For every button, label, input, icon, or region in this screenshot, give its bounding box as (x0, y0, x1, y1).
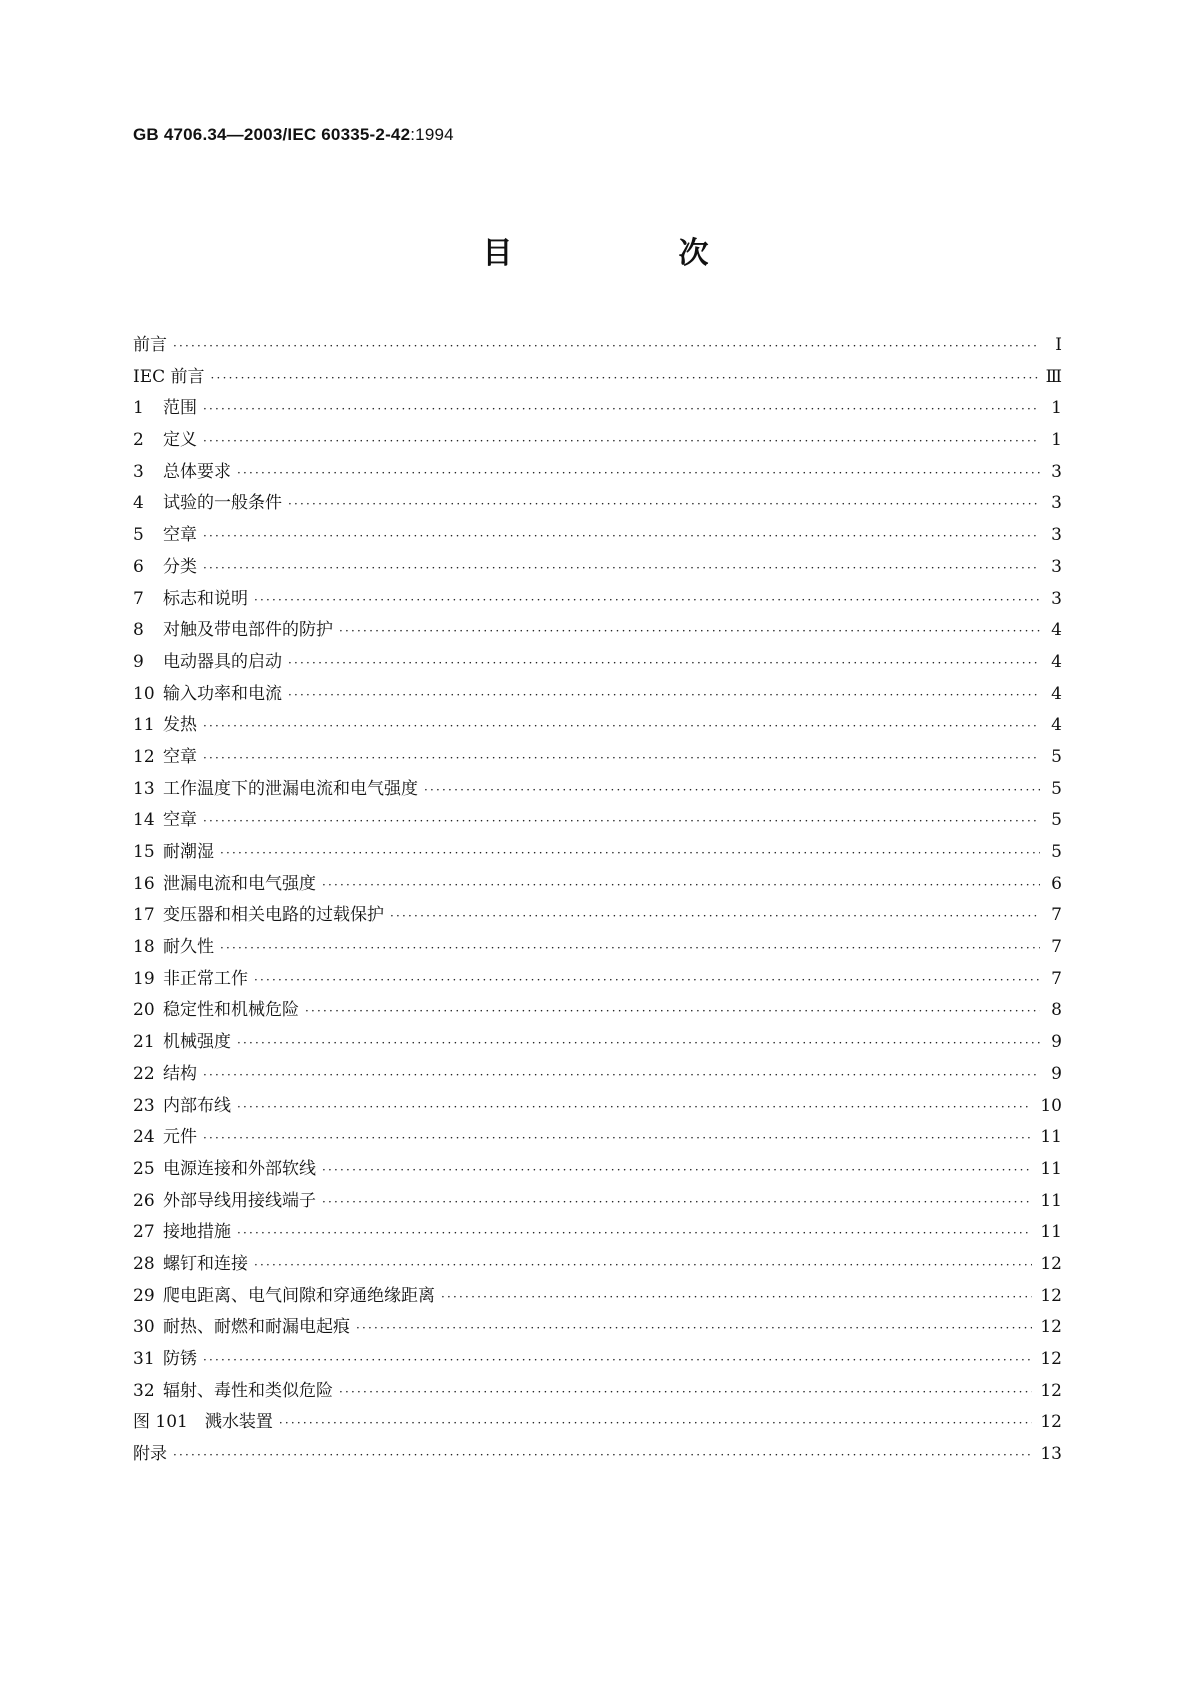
toc-entry[interactable] (133, 1059, 1062, 1091)
toc-entry[interactable] (133, 1217, 1062, 1249)
dot-leader (288, 688, 1040, 702)
toc-entry-page: 11 (1040, 1222, 1062, 1243)
dot-leader (288, 656, 1040, 670)
toc-entry[interactable] (133, 837, 1062, 869)
toc-entry-number: 4 (133, 493, 144, 514)
toc-entry-label: 空章 (163, 525, 197, 546)
toc-entry-label: 螺钉和连接 (163, 1253, 248, 1274)
toc-entry[interactable] (133, 488, 1062, 520)
toc-entry[interactable] (133, 1344, 1062, 1376)
toc-entry-number: 22 (133, 1063, 155, 1084)
toc-entry-page: 12 (1040, 1349, 1062, 1369)
toc-entry-label: 耐久性 (163, 937, 214, 958)
toc-entry-label: 耐热、耐燃和耐漏电起痕 (163, 1317, 350, 1338)
toc-entry-number: 11 (133, 715, 155, 736)
toc-entry-number: 13 (133, 778, 155, 799)
toc-entry[interactable] (133, 330, 1062, 362)
toc-entry-page: Ⅰ (1055, 335, 1062, 355)
standard-year: :1994 (410, 125, 454, 144)
dot-leader (322, 1195, 1032, 1209)
toc-entry[interactable] (133, 362, 1062, 394)
toc-entry[interactable] (133, 1439, 1062, 1471)
toc-entry[interactable] (133, 964, 1062, 996)
toc-entry-label: 标志和说明 (163, 588, 248, 609)
toc-entry-page: 12 (1040, 1380, 1062, 1401)
toc-entry[interactable] (133, 584, 1062, 616)
dot-leader (203, 529, 1040, 543)
toc-entry-page: 9 (1051, 1032, 1062, 1053)
toc-entry-label: 定义 (163, 430, 197, 451)
toc-entry-number: 30 (133, 1317, 155, 1338)
toc-entry-number: 31 (133, 1349, 155, 1369)
dot-leader (254, 973, 1040, 987)
toc-entry[interactable] (133, 1281, 1062, 1313)
toc-entry-label: 空章 (163, 746, 197, 767)
toc-entry-number: 1 (133, 398, 144, 419)
toc-entry[interactable] (133, 615, 1062, 647)
toc-entry-page: 5 (1051, 842, 1062, 862)
toc-entry-page: 5 (1051, 778, 1062, 799)
toc-entry[interactable] (133, 647, 1062, 679)
toc-entry-page: 1 (1051, 430, 1062, 451)
toc-entry-page: 7 (1051, 968, 1062, 989)
dot-leader (203, 719, 1040, 733)
toc-entry-label: 结构 (163, 1063, 197, 1084)
toc-entry-number: 32 (133, 1380, 155, 1401)
toc-entry-page: 9 (1051, 1063, 1062, 1084)
toc-entry[interactable] (133, 805, 1062, 837)
toc-entry[interactable] (133, 425, 1062, 457)
dot-leader (305, 1004, 1040, 1018)
toc-entry-number: 23 (133, 1095, 155, 1116)
toc-entry-label: 发热 (163, 715, 197, 736)
toc-entry-number: 21 (133, 1032, 155, 1053)
toc-entry[interactable] (133, 932, 1062, 964)
toc-entry-label: 范围 (163, 398, 197, 419)
toc-entry-number: 3 (133, 461, 144, 482)
toc-entry[interactable] (133, 1312, 1062, 1344)
toc-entry-label: 电动器具的启动 (163, 651, 282, 672)
toc-entry-label: 变压器和相关电路的过载保护 (163, 905, 384, 926)
toc-entry[interactable] (133, 1154, 1062, 1186)
toc-entry-number: 28 (133, 1253, 155, 1274)
toc-entry-page: 3 (1051, 588, 1062, 609)
dot-leader (211, 371, 1038, 385)
toc-entry-number: 15 (133, 842, 155, 862)
toc-entry-page: 5 (1051, 746, 1062, 767)
toc-entry-label: 工作温度下的泄漏电流和电气强度 (163, 778, 418, 799)
toc-entry[interactable] (133, 1091, 1062, 1123)
toc-entry-page: 3 (1051, 525, 1062, 546)
toc-entry[interactable] (133, 1122, 1062, 1154)
toc-entry-label: 防锈 (163, 1349, 197, 1369)
dot-leader (288, 497, 1040, 511)
toc-entry-label: 辐射、毒性和类似危险 (163, 1380, 333, 1401)
toc-entry-label: 分类 (163, 556, 197, 577)
toc-entry-page: 12 (1040, 1317, 1062, 1338)
toc-entry-page: 3 (1051, 493, 1062, 514)
dot-leader (203, 814, 1040, 828)
toc-entry-page: 8 (1051, 1000, 1062, 1021)
toc-entry-page: 4 (1051, 683, 1062, 704)
toc-entry[interactable] (133, 1376, 1062, 1408)
dot-leader (203, 402, 1040, 416)
toc-entry-label: 总体要求 (163, 461, 231, 482)
toc-entry-label: 内部布线 (163, 1095, 231, 1116)
toc-entry-page: 11 (1040, 1190, 1062, 1211)
toc-entry-number: 9 (133, 651, 144, 672)
dot-leader (390, 909, 1040, 923)
toc-entry[interactable] (133, 1249, 1062, 1281)
toc-entry-page: 10 (1040, 1095, 1062, 1116)
dot-leader (173, 1448, 1032, 1462)
dot-leader (254, 593, 1040, 607)
toc-entry-number: 6 (133, 556, 144, 577)
dot-leader (237, 1226, 1032, 1240)
dot-leader (203, 1068, 1040, 1082)
toc-entry-label: IEC 前言 (133, 366, 205, 387)
toc-entry[interactable] (133, 552, 1062, 584)
toc-entry-label: 输入功率和电流 (163, 683, 282, 704)
toc-entry-label: 元件 (163, 1127, 197, 1148)
toc-entry-page: 12 (1040, 1412, 1062, 1433)
toc-entry[interactable] (133, 742, 1062, 774)
table-of-contents (133, 330, 1062, 1471)
toc-entry-number: 29 (133, 1285, 155, 1306)
toc-entry-label: 非正常工作 (163, 968, 248, 989)
toc-entry-label: 泄漏电流和电气强度 (163, 873, 316, 894)
toc-entry-page: 12 (1040, 1285, 1062, 1306)
toc-entry-number: 19 (133, 968, 155, 989)
toc-entry-page: 6 (1051, 873, 1062, 894)
dot-leader (237, 1036, 1040, 1050)
toc-entry-page: 12 (1040, 1253, 1062, 1274)
dot-leader (173, 339, 1040, 353)
toc-entry-number: 16 (133, 873, 155, 894)
toc-entry-label: 前言 (133, 335, 167, 355)
toc-entry-label: 附录 (133, 1444, 167, 1465)
toc-entry[interactable] (133, 1407, 1062, 1439)
dot-leader (203, 434, 1040, 448)
dot-leader (237, 466, 1040, 480)
dot-leader (279, 1416, 1033, 1430)
toc-entry-label: 图 101 溅水装置 (133, 1412, 273, 1433)
toc-entry-page: 7 (1051, 937, 1062, 958)
toc-entry[interactable] (133, 774, 1062, 806)
toc-entry[interactable] (133, 869, 1062, 901)
toc-entry-label: 稳定性和机械危险 (163, 1000, 299, 1021)
toc-entry[interactable] (133, 1027, 1062, 1059)
toc-entry-label: 对触及带电部件的防护 (163, 620, 333, 641)
toc-entry-number: 10 (133, 683, 155, 704)
toc-entry-number: 18 (133, 937, 155, 958)
toc-entry-number: 20 (133, 1000, 155, 1021)
toc-entry-label: 爬电距离、电气间隙和穿通绝缘距离 (163, 1285, 435, 1306)
toc-entry-page: 1 (1051, 398, 1062, 419)
toc-entry-label: 试验的一般条件 (163, 493, 282, 514)
toc-entry-page: 7 (1051, 905, 1062, 926)
toc-entry-number: 14 (133, 810, 155, 831)
standard-number: GB 4706.34—2003/IEC 60335-2-42 (133, 125, 411, 144)
toc-entry-label: 空章 (163, 810, 197, 831)
dot-leader (203, 1131, 1032, 1145)
toc-entry-page: 4 (1051, 651, 1062, 672)
dot-leader (339, 624, 1040, 638)
toc-entry[interactable] (133, 520, 1062, 552)
page-title: 目 次 (482, 236, 777, 271)
dot-leader (203, 751, 1040, 765)
toc-entry-number: 5 (133, 525, 144, 546)
dot-leader (237, 1100, 1032, 1114)
toc-entry-number: 24 (133, 1127, 155, 1148)
toc-entry-page: 13 (1040, 1444, 1062, 1465)
toc-entry-page: 5 (1051, 810, 1062, 831)
toc-entry[interactable] (133, 679, 1062, 711)
dot-leader (339, 1385, 1032, 1399)
toc-entry-number: 2 (133, 430, 144, 451)
toc-entry-label: 电源连接和外部软线 (163, 1158, 316, 1179)
toc-entry-label: 机械强度 (163, 1032, 231, 1053)
toc-entry-page: 4 (1051, 620, 1062, 641)
dot-leader (203, 561, 1040, 575)
toc-entry-number: 27 (133, 1222, 155, 1243)
toc-entry-page: 11 (1040, 1158, 1062, 1179)
dot-leader (203, 1353, 1032, 1367)
toc-entry[interactable] (133, 995, 1062, 1027)
toc-entry-number: 17 (133, 905, 155, 926)
toc-entry-label: 外部导线用接线端子 (163, 1190, 316, 1211)
toc-entry[interactable] (133, 1186, 1062, 1218)
toc-entry[interactable] (133, 457, 1062, 489)
dot-leader (322, 878, 1040, 892)
toc-entry-number: 8 (133, 620, 144, 641)
toc-entry-page: Ⅲ (1045, 366, 1062, 387)
toc-entry-page: 3 (1051, 556, 1062, 577)
toc-entry-number: 25 (133, 1158, 155, 1179)
toc-entry-label: 接地措施 (163, 1222, 231, 1243)
toc-entry-label: 耐潮湿 (163, 842, 214, 862)
dot-leader (220, 941, 1040, 955)
toc-entry-page: 3 (1051, 461, 1062, 482)
toc-entry-number: 26 (133, 1190, 155, 1211)
dot-leader (322, 1163, 1032, 1177)
standard-header (133, 125, 454, 145)
toc-entry-number: 7 (133, 588, 144, 609)
toc-entry-page: 11 (1040, 1127, 1062, 1148)
toc-entry[interactable] (133, 710, 1062, 742)
dot-leader (220, 846, 1040, 860)
toc-entry-number: 12 (133, 746, 155, 767)
toc-entry[interactable] (133, 900, 1062, 932)
dot-leader (441, 1290, 1032, 1304)
dot-leader (254, 1258, 1032, 1272)
dot-leader (424, 783, 1040, 797)
toc-entry[interactable] (133, 393, 1062, 425)
toc-entry-page: 4 (1051, 715, 1062, 736)
dot-leader (356, 1321, 1032, 1335)
